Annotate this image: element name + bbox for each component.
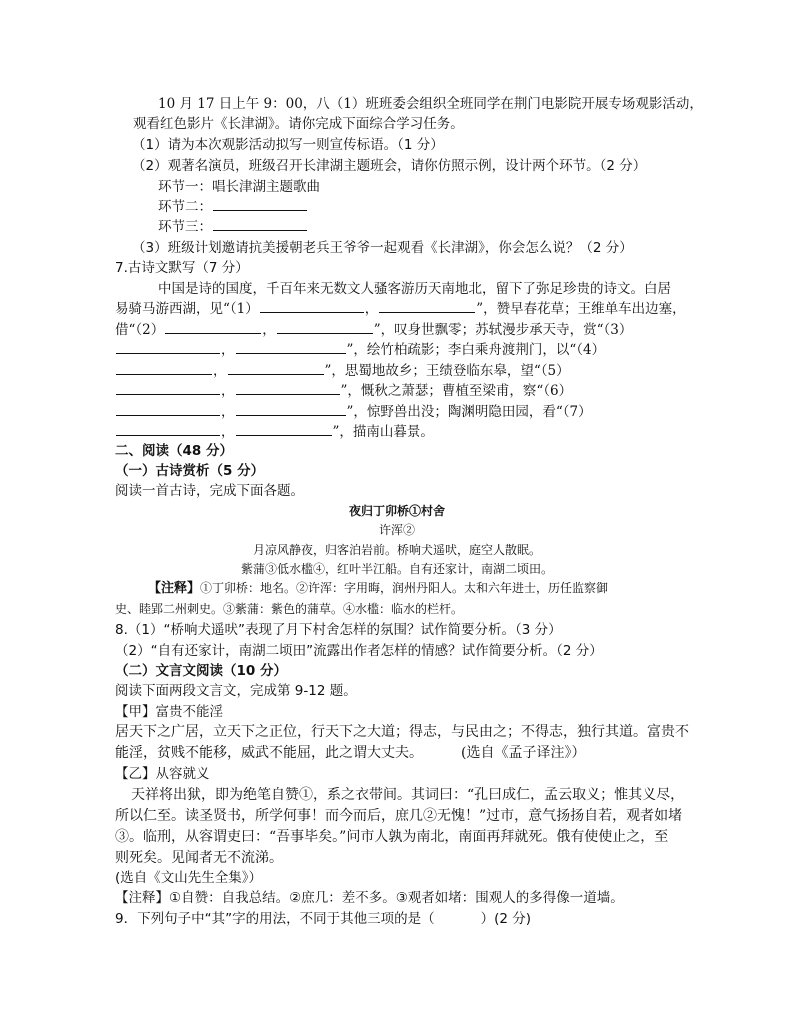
question-8-2: （2）“自有还家计，南湖二顷田”流露出作者怎样的情感？试作简要分析。（2 分） bbox=[115, 643, 603, 659]
answer-blank[interactable] bbox=[213, 217, 307, 231]
passage-jia-heading: 【甲】富贵不能淫 bbox=[115, 704, 223, 720]
passage-yi-notes: 【注释】①自赞：自我总结。②庶几：差不多。③观者如堵：围观人的多得像一道墙。 bbox=[115, 890, 624, 906]
answer-blank[interactable] bbox=[213, 197, 307, 211]
text: 能淫，贫贱不能移，威武不能屈，此之谓大丈夫。 bbox=[115, 745, 423, 761]
step-two bbox=[158, 197, 308, 217]
poem-title: 夜归丁卯桥①村舍 bbox=[348, 504, 445, 518]
poem-notes-line1 bbox=[148, 578, 608, 599]
subsection-classical-heading: （二）文言文阅读（10 分） bbox=[115, 663, 287, 679]
dictation-line-6 bbox=[115, 381, 572, 401]
dictation-line-3 bbox=[115, 320, 632, 340]
answer-blank[interactable] bbox=[277, 320, 373, 334]
activity-intro-line2: 观看红色影片《长津湖》。请你完成下面综合学习任务。 bbox=[133, 116, 464, 132]
text: ”，描南山暮景。 bbox=[332, 424, 434, 440]
answer-blank[interactable] bbox=[116, 340, 220, 354]
text: 借“（2） bbox=[115, 322, 165, 338]
text: ， bbox=[221, 342, 235, 358]
question-9 bbox=[115, 909, 531, 929]
passage-yi-source: (选自《文山先生全集》） bbox=[115, 870, 263, 886]
dictation-intro: 中国是诗的国度，千百年来无数文人骚客游历天南地北，留下了弥足珍贵的诗文。白居 bbox=[158, 281, 671, 297]
question-9-text: 9．下列句子中“其”字的用法，不同于其他三项的是（ bbox=[115, 911, 435, 927]
section-7-heading: 7.古诗文默写（7 分） bbox=[115, 260, 249, 276]
answer-blank[interactable] bbox=[379, 299, 475, 313]
dictation-line-8 bbox=[115, 422, 434, 442]
step-one: 环节一：唱长津湖主题歌曲 bbox=[158, 179, 320, 195]
step-three bbox=[158, 217, 308, 237]
question-1-1: （1）请为本次观影活动拟写一则宣传标语。（1 分） bbox=[132, 137, 444, 153]
answer-blank[interactable] bbox=[116, 361, 212, 375]
text: ”，绘竹柏疏影；李白乘舟渡荆门，以“（4） bbox=[346, 342, 606, 358]
text: ， bbox=[221, 404, 235, 420]
answer-blank[interactable] bbox=[228, 361, 324, 375]
question-8-1: 8.（1）“桥响犬遥吠”表现了月下村舍怎样的氛围？试作简要分析。（3 分） bbox=[115, 622, 562, 638]
answer-blank[interactable] bbox=[165, 320, 261, 334]
passage-jia-line2 bbox=[115, 743, 585, 763]
text: ”，惊野兽出没；陶渊明隐田园，看“（7） bbox=[346, 404, 592, 420]
answer-blank[interactable] bbox=[236, 381, 340, 395]
notes-text: ①丁卯桥：地名。②许浑：字用晦，润州丹阳人。太和六年进士，历任监察御 bbox=[200, 581, 609, 595]
text: ”，慨秋之萧瑟；曹植至梁甫，察“（6） bbox=[340, 383, 573, 399]
text: ”，赞早春花草；王维单车出边塞， bbox=[476, 301, 686, 317]
passage-yi-line3: ③。临刑，从容谓吏曰：“吾事毕矣。”问市人孰为南北，南面再拜就死。俄有使使止之，至 bbox=[115, 829, 669, 845]
activity-intro-line1: 10 月 17 日上午 9：00，八（1）班班委会组织全班同学在荆门电影院开展专场观影活动， bbox=[158, 96, 703, 112]
text: ， bbox=[221, 424, 235, 440]
passage-jia-line1: 居天下之广居，立天下之正位，行天下之大道；得志，与民由之；不得志，独行其道。富贵不 bbox=[115, 724, 689, 740]
text: ， bbox=[221, 383, 235, 399]
question-1-2: （2）观著名演员，班级召开长津湖主题班会，请你仿照示例，设计两个环节。（2 分） bbox=[132, 158, 647, 174]
step-three-label: 环节三： bbox=[158, 219, 212, 235]
source-citation: (选自《孟子译注》） bbox=[461, 745, 586, 761]
answer-blank[interactable] bbox=[116, 402, 220, 416]
answer-blank[interactable] bbox=[236, 422, 332, 436]
poem-line-1: 月凉风静夜，归客泊岩前。桥响犬遥吠，庭空人散眠。 bbox=[252, 543, 541, 557]
step-two-label: 环节二： bbox=[158, 199, 212, 215]
subsection-poem-heading: （一）古诗赏析（5 分） bbox=[115, 463, 265, 479]
text: ”，叹身世飘零；苏轼漫步承天寺，赏“（3） bbox=[373, 322, 633, 338]
section-2-heading: 二、阅读（48 分） bbox=[115, 443, 233, 459]
passage-yi-line1: 天祥将出狱，即为绝笔自赞①，系之衣带间。其词曰：“孔曰成仁，孟云取义；惟其义尽， bbox=[131, 787, 685, 803]
answer-blank[interactable] bbox=[116, 422, 220, 436]
passage-yi-line2: 所以仁至。读圣贤书，所学何事！而今而后，庶几②无愧！”过市，意气扬扬自若，观者如堵 bbox=[115, 808, 683, 824]
dictation-line-5 bbox=[115, 361, 570, 381]
classical-instruction: 阅读下面两段文言文，完成第 9-12 题。 bbox=[115, 683, 357, 699]
poem-line-2: 紫蒲③低水槛④，红叶半江船。自有还家计，南湖二顷田。 bbox=[240, 562, 553, 576]
passage-yi-line4: 则死矣。见闻者无不流涕。 bbox=[115, 850, 283, 866]
text: ， bbox=[364, 301, 379, 317]
question-1-3: （3）班级计划邀请抗美援朝老兵王爷爷一起观看《长津湖》，你会怎么说？（2 分） bbox=[132, 240, 633, 256]
poem-instruction: 阅读一首古诗，完成下面各题。 bbox=[115, 483, 304, 499]
notes-label: 【注释】 bbox=[148, 581, 201, 596]
answer-blank[interactable] bbox=[236, 402, 346, 416]
dictation-line-2 bbox=[115, 299, 686, 319]
dictation-line-7 bbox=[115, 402, 592, 422]
text: ， bbox=[262, 322, 276, 338]
text: ， bbox=[213, 363, 227, 379]
question-9-score: ）(2 分) bbox=[480, 911, 531, 927]
poem-author: 许浑② bbox=[378, 523, 415, 537]
answer-blank[interactable] bbox=[116, 381, 220, 395]
text: 易骑马游西湖，见“（1） bbox=[115, 301, 259, 317]
answer-blank[interactable] bbox=[236, 340, 346, 354]
passage-yi-heading: 【乙】从容就义 bbox=[115, 766, 210, 782]
text: ”，思蜀地故乡；王绩登临东皋，望“（5） bbox=[324, 363, 570, 379]
poem-notes-line2: 史、睦郢二州刺史。③紫蒲：紫色的蒲草。④水槛：临水的栏杆。 bbox=[115, 602, 464, 616]
dictation-line-4 bbox=[115, 340, 605, 360]
answer-blank[interactable] bbox=[260, 299, 364, 313]
